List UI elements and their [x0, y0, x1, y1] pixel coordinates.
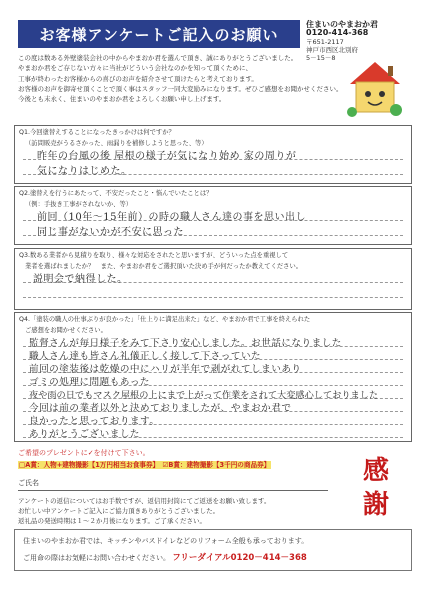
kansha-char: 感 [362, 456, 389, 486]
question-1-sub: （訪問販売がうるさかった、雨漏りを補修しようと思った、等） [25, 140, 208, 147]
gift-heading: ご希望のプレゼントに✓を付けて下さい。 [18, 449, 150, 457]
question-2-answer-line: 同じ事がないかが不安に思った [37, 227, 184, 238]
question-3-label: Q3.数ある業者から見積りを取り、様々な対応をされたと思いますが、どういった点を重視して [19, 252, 289, 259]
company-zip: 〒651-2117 [306, 37, 344, 46]
company-address-2: 5－15－8 [306, 54, 336, 63]
question-4-answer-line: 今回は前の業者以外と決めておりましたが、やまおか君で [29, 403, 292, 414]
company-tel: 0120-414-368 [306, 28, 369, 38]
kansha-stamp [350, 454, 402, 522]
footer-box [14, 529, 412, 571]
intro-line: 工事が終わったお客様からの喜びのお声を紹介させて頂けたらと考えております。 [18, 74, 258, 83]
question-4-answer-line: 良かったと思っております。 [29, 416, 160, 427]
footer-tel: フリーダイアル0120－414－368 [172, 553, 307, 563]
house-mascot-icon [340, 52, 410, 122]
footer-line-2 [23, 551, 307, 563]
question-1-answer-line: 昨年の台風の後 屋根の様子が気になり始め 家の周りが [37, 151, 297, 162]
question-1-box [14, 125, 412, 184]
question-3-box [14, 248, 412, 310]
intro-line: やまおか君をご存じない方々に当社がどういう会社なのかを知って頂くために、 [18, 64, 252, 73]
footer-line-2-text: ご用命の際はお気軽にお問い合わせください。 [23, 554, 170, 562]
reply-line: アンケートの返信についてはお手数ですが、返信用封筒にてご返送をお願い致します。 [18, 497, 271, 505]
question-4-answer-line: ありがとうございました [29, 429, 141, 440]
question-4-answer-line: ゴミの処理に問題もあった [29, 377, 151, 388]
question-1-label: Q1.今回塗替えすることになったきっかけは何ですか？ [19, 129, 175, 136]
company-address: 神戸市西区北別府 [306, 45, 358, 54]
reply-line: 返礼品の発送時期は１～２か月後になります。ご了承ください。 [18, 517, 206, 525]
question-4-answer-line: 監督さんが毎日様子をみて下さり安心しました。お世話になりました [29, 338, 342, 349]
question-2-box [14, 186, 412, 245]
reply-line: お忙しい中アンケートご記入にご協力頂きありがとうございました。 [18, 507, 220, 515]
question-3-answer-line: 説明会で納得した。 [33, 274, 128, 285]
question-3-sub: 業者を選ばれましたか？ また、やまおか君をご選択頂いた決め手が何だったか教えてください。 [25, 263, 303, 270]
footer-line-1: 住まいのやまおか君では、キッチンやバスドイレなどのリフォーム全般も承っております。 [23, 537, 309, 545]
question-4-answer-line: 職人さん達も皆さん礼儀正しく接して下さっていた [29, 351, 262, 362]
question-1-answer-line: 気になりはじめた。 [37, 166, 132, 177]
question-4-sub: ご感想をお聞かせください。 [25, 327, 107, 334]
question-4-box [14, 312, 412, 442]
question-4-answer-line: 夜や雨の日でもマスク屋根の上にまで上がって作業をされて大変感心しておりました [29, 390, 379, 401]
page-title: お客様アンケートご記入のお願い [18, 20, 300, 48]
question-2-label: Q2.塗替えを行うにあたって、不安だったこと・悩んでいたことは？ [19, 190, 213, 197]
question-4-label: Q4.「塗装の職人の仕事ぶりが良かった」「仕上りに満足出来た」など、やまおか君で工事を終えられた [19, 316, 311, 323]
name-label: ご氏名 [18, 479, 39, 487]
intro-line: お客様のお声を御寄せ頂くことで頂く事はスタッフ一同大変励みになります。ぜひご感想をお聞かせください。 [18, 84, 343, 93]
intro-text [18, 53, 343, 104]
question-4-answer-line: 前回の塗装後は乾燥の中にハリが半年で剥がれてしまいあり [29, 364, 302, 375]
reply-notes [18, 496, 338, 526]
intro-line: この度は数ある外壁塗装会社の中からやまおか君を選んで頂き、誠にありがとうございました。 [18, 54, 298, 62]
company-name: 住まいのやまおか君 [306, 20, 378, 29]
gift-option-text: □A賞：人物+建物撮影【1万円相当お食事券】 ☑B賞：建物撮影【3千円の商品券】 [19, 461, 271, 469]
question-2-answer-line: 前回（10年～15年前）の時の職人さん達の事を思い出し [37, 212, 306, 223]
intro-line: 今後とも末永く、住まいのやまおか君をよろしくお願い申し上げます。 [18, 95, 226, 104]
kansha-char: 謝 [362, 490, 389, 520]
name-field[interactable] [18, 478, 328, 491]
gift-options[interactable] [18, 459, 271, 469]
question-2-sub: （例：手抜き工事がされないか、等） [25, 201, 133, 208]
